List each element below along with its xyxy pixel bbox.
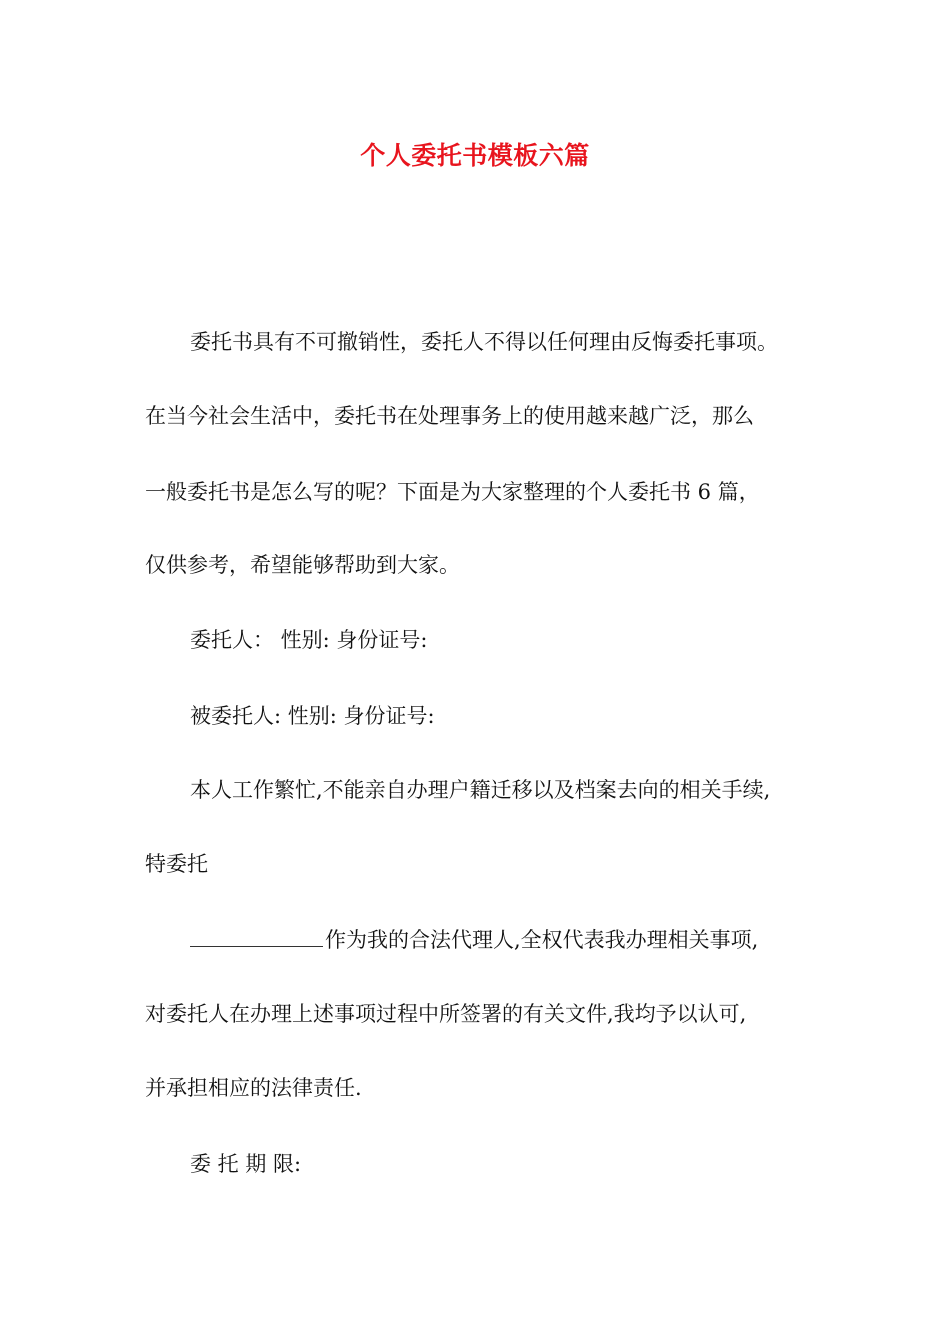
paragraph-line: 仅供参考，希望能够帮助到大家。	[145, 553, 460, 577]
paragraph-line: 特委托	[145, 852, 208, 876]
paragraph-line: 对委托人在办理上述事项过程中所签署的有关文件,我均予以认可,	[145, 1002, 747, 1026]
principal-field-line: 委托人： 性别: 身份证号:	[190, 628, 428, 652]
entrust-period-label: 委 托 期 限:	[190, 1152, 302, 1176]
document-title: 个人委托书模板六篇	[360, 141, 590, 170]
agent-field-line: 被委托人: 性别: 身份证号:	[190, 704, 435, 728]
agent-name-blank[interactable]	[190, 928, 323, 947]
paragraph-line: 在当今社会生活中，委托书在处理事务上的使用越来越广泛，那么	[145, 404, 754, 428]
paragraph-line: 委托书具有不可撤销性，委托人不得以任何理由反悔委托事项。	[190, 330, 778, 354]
paragraph-line: 一般委托书是怎么写的呢？下面是为大家整理的个人委托书 6 篇，	[145, 480, 760, 504]
paragraph-line: 本人工作繁忙,不能亲自办理户籍迁移以及档案去向的相关手续,	[190, 778, 771, 802]
paragraph-text: 作为我的合法代理人,全权代表我办理相关事项,	[325, 928, 759, 952]
paragraph-line: 并承担相应的法律责任.	[145, 1076, 362, 1100]
agent-blank-line	[190, 926, 758, 954]
